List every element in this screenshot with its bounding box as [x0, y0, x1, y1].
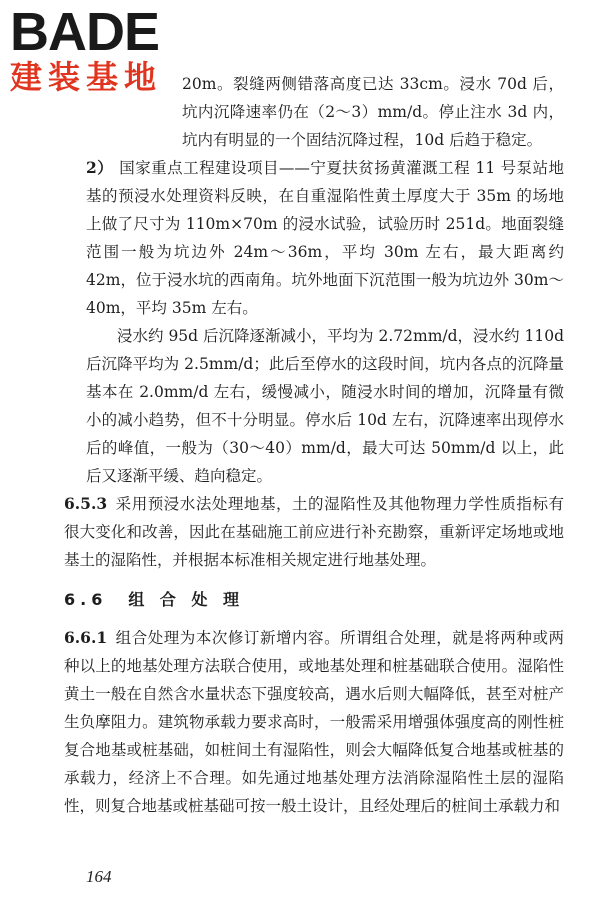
clause-text: 采用预浸水法处理地基，土的湿陷性及其他物理力学性质指标有很大变化和改善，因此在基础施工前应进行补充勘察，重新评定场地或地基土的湿陷性，并根据本标准相关规定进行地基处理。	[64, 495, 564, 569]
clause-6-6-1	[64, 624, 564, 820]
paragraph-continued: 20m。裂缝两侧错落高度已达 33cm。浸水 70d 后，坑内沉降速率仍在（2～3）mm/d。停止注水 3d 内，坑内有明显的一个固结沉降过程，10d 后趋于稳定。	[182, 75, 564, 149]
paragraph-soaking-settlement: 浸水约 95d 后沉降逐渐减小，平均为 2.72mm/d，浸水约 110d 后沉降平均为 2.5mm/d；此后至停水的这段时间，坑内各点的沉降量基本在 2.0mm/d 左右，缓慢减小，随浸水时间的增加，沉降量有微小的减小趋势，但不十分明显。停水后 10d 左右，沉降速率出现停水后的峰值，一般为（30～40）mm/d，最大可达 50mm/d 以上，此后又逐渐平缓、趋向稳定。	[86, 327, 564, 485]
page-number: 164	[86, 867, 112, 886]
logo-chinese-text: 建装基地	[10, 58, 163, 96]
section-heading: 6.6 组 合 处 理	[64, 590, 245, 609]
clause-number: 6.6.1	[64, 628, 108, 647]
document-body	[64, 70, 564, 820]
list-item-text: 国家重点工程建设项目——宁夏扶贫扬黄灌溉工程 11 号泵站地基的预浸水处理资料反映，在自重湿陷性黄土厚度大于 35m 的场地上做了尺寸为 110m×70m 的浸水试验，试验历时 251d。地面裂缝范围一般为坑边外 24m～36m，平均 30m 左右，最大距离约 42m，位于浸水坑的西南角。坑外地面下沉范围一般为坑边外 30m～40m，平均 35m 左右。	[86, 159, 564, 317]
logo-brand-text: BADE	[10, 2, 160, 62]
clause-number: 6.5.3	[64, 494, 108, 513]
clause-text: 组合处理为本次修订新增内容。所谓组合处理，就是将两种或两种以上的地基处理方法联合使用，或地基处理和桩基础联合使用。湿陷性黄土一般在自然含水量状态下强度较高，遇水后则大幅降低，甚至对桩产生负摩阻力。建筑物承载力要求高时，一般需采用增强体强度高的刚性桩复合地基或桩基础，如桩间土有湿陷性，则会大幅降低复合地基或桩基的承载力，经济上不合理。如先通过地基处理方法消除湿陷性土层的湿陷性，则复合地基或桩基础可按一般土设计，且经处理后的桩间土承载力和	[64, 629, 564, 815]
list-number: 2）	[86, 158, 114, 177]
list-item-2	[64, 154, 564, 322]
clause-6-5-3	[64, 490, 564, 574]
